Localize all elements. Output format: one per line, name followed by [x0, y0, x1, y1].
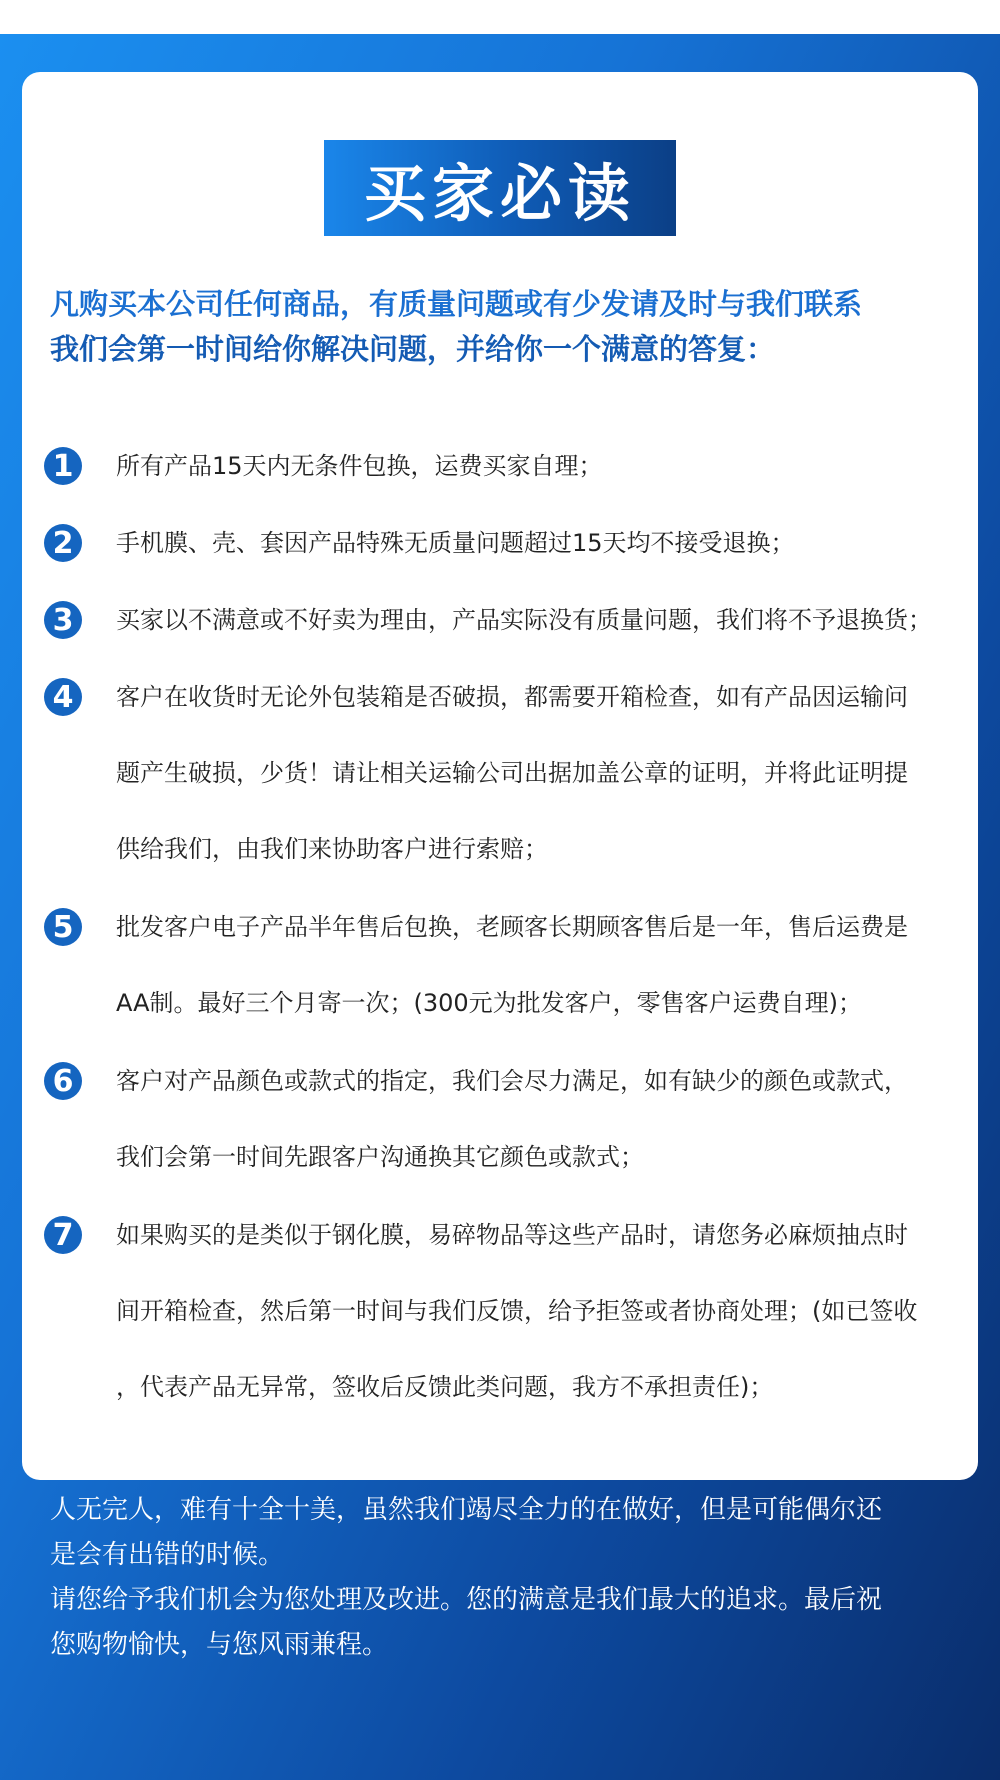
number-badge-4: 4 [44, 678, 82, 716]
rule-text-5 [116, 903, 966, 1027]
rule-4-line-1: 客户在收货时无论外包装箱是否破损，都需要开箱检查，如有产品因运输问 [116, 683, 908, 711]
rule-6-line-2: 我们会第一时间先跟客户沟通换其它颜色或款式； [116, 1143, 644, 1171]
number-badge-1: 1 [44, 447, 82, 485]
closing-line-1: 人无完人，难有十全十美，虽然我们竭尽全力的在做好，但是可能偶尔还 [50, 1495, 883, 1525]
rule-7-line-3: ，代表产品无异常，签收后反馈此类问题，我方不承担责任)； [116, 1373, 774, 1401]
number-badge-6: 6 [44, 1062, 82, 1100]
closing-line-3: 请您给予我们机会为您处理及改进。您的满意是我们最大的追求。最后祝 [50, 1585, 883, 1615]
rule-4-line-3: 供给我们，由我们来协助客户进行索赔； [116, 835, 548, 863]
number-badge-2: 2 [44, 524, 82, 562]
number-badge-3: 3 [44, 601, 82, 639]
rule-text-3 [116, 596, 966, 644]
rule-text-4 [116, 673, 966, 873]
rule-text-2 [116, 519, 966, 567]
rule-6-line-1: 客户对产品颜色或款式的指定，我们会尽力满足，如有缺少的颜色或款式， [116, 1067, 908, 1095]
number-badge-7: 7 [44, 1216, 82, 1254]
page-title: 买家必读 [324, 140, 676, 236]
rule-7-line-1: 如果购买的是类似于钢化膜，易碎物品等这些产品时，请您务必麻烦抽点时 [116, 1221, 908, 1249]
intro-text [50, 282, 970, 372]
rule-5-line-1: 批发客户电子产品半年售后包换，老顾客长期顾客售后是一年，售后运费是 [116, 913, 908, 941]
notice-card [22, 72, 978, 1480]
closing-line-2: 是会有出错的时候。 [50, 1540, 285, 1570]
number-badge-5: 5 [44, 908, 82, 946]
rule-7-line-2: 间开箱检查，然后第一时间与我们反馈，给予拒签或者协商处理；(如已签收 [116, 1297, 918, 1325]
closing-line-4: 您购物愉快，与您风雨兼程。 [50, 1630, 389, 1660]
rule-4-line-2: 题产生破损，少货！请让相关运输公司出据加盖公章的证明，并将此证明提 [116, 759, 908, 787]
rule-3-line-1: 买家以不满意或不好卖为理由，产品实际没有质量问题，我们将不予退换货； [116, 606, 932, 634]
rule-1-line-1: 所有产品15天内无条件包换，运费买家自理； [116, 452, 603, 480]
rule-text-6 [116, 1057, 966, 1181]
closing-message [50, 1488, 960, 1668]
rule-5-line-2: AA制。最好三个月寄一次；(300元为批发客户，零售客户运费自理)； [116, 989, 863, 1017]
rule-2-line-1: 手机膜、壳、套因产品特殊无质量问题超过15天均不接受退换； [116, 529, 795, 557]
intro-line-1: 凡购买本公司任何商品，有质量问题或有少发请及时与我们联系 [50, 287, 863, 321]
intro-line-2: 我们会第一时间给你解决问题，并给你一个满意的答复： [50, 332, 776, 366]
rule-text-1 [116, 442, 966, 490]
rule-text-7 [116, 1211, 966, 1411]
